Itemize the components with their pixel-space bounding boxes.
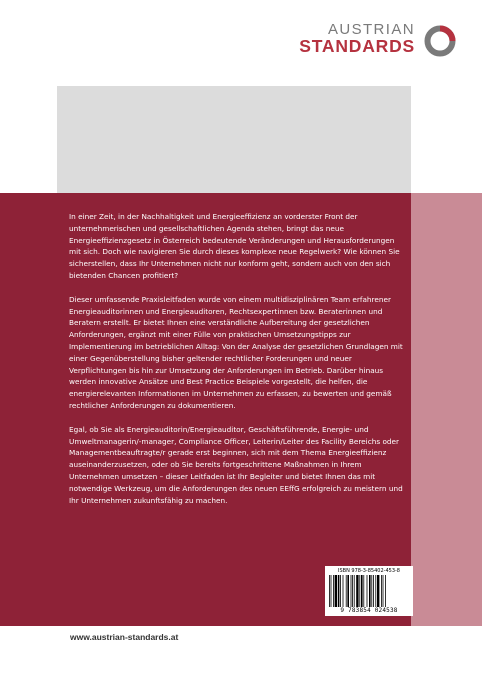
logo-ring-icon	[423, 24, 457, 58]
barcode-bar	[359, 575, 360, 607]
barcode-bar	[369, 575, 371, 607]
blurb-paragraph-1: In einer Zeit, in der Nachhaltigkeit und Energieeffizienz an vorderster Front der unternehmerischen und gesellschaftlichen Agenda stehen, bringt das neue Energieeffizienzgesetz in Österreich bedeutende Veränderungen und Herausforderungen mit sich. Doch wie navigieren Sie durch dieses komplexe neue Regelwerk? Wie können Sie sicherstellen, dass Ihr Unternehmen nicht nur konform geht, sondern auch von den sich bietenden Chancen profitiert?	[69, 212, 400, 280]
barcode-bar	[351, 575, 352, 607]
barcode-bar	[346, 575, 347, 607]
barcode-bar	[356, 575, 358, 607]
barcode-bar	[329, 575, 330, 607]
isbn-label: ISBN 978-3-85402-453-8	[338, 568, 400, 574]
barcode-bar	[340, 575, 341, 607]
barcode-bar	[338, 575, 340, 607]
barcode-bar	[383, 575, 384, 607]
barcode-bar	[371, 575, 372, 607]
barcode-bar	[377, 575, 379, 607]
blurb-paragraph-2: Dieser umfassende Praxisleitfaden wurde von einem multidisziplinären Team erfahrener Energieauditorinnen und Energieauditoren, Rechtsexpertinnen bzw. Beraterinnen und Beratern erstellt. Er bietet Ihnen eine verständliche Aufbereitung der gesetzlichen Anforderungen, ergänzt mit einer Fülle von praktischen Umsetzungstipps zur Implementierung im betrieblichen Alltag: Von der Analyse der gesetzlichen Grundlagen mit einer Gegenüberstellung bisher geltender rechtlicher Forderungen und neuer Verpflichtungen bis hin zur Umsetzung der Anforderungen im Betrieb. Darüber hinaus werden innovative Ansätze und Best Practice Beispiele vorgestellt, die helfen, die energierelevanten Informationen im Unternehmen zu erfassen, zu bewerten und gemäß rechtlicher Anforderungen zu dokumentieren.	[69, 294, 403, 410]
barcode-bar	[381, 575, 382, 607]
barcode-bar	[347, 575, 349, 607]
isbn-barcode	[325, 566, 413, 616]
barcode-bars	[329, 575, 409, 607]
barcode-bar	[367, 575, 368, 607]
barcode-bar	[331, 575, 332, 607]
cover-gray-block	[57, 86, 411, 193]
blurb-text	[69, 211, 407, 518]
barcode-bar	[375, 575, 376, 607]
barcode-bar	[373, 575, 374, 607]
barcode-bar	[335, 575, 337, 607]
side-accent-panel	[411, 193, 482, 626]
barcode-bar	[343, 575, 344, 607]
left-color-strip	[0, 193, 57, 626]
barcode-bar	[363, 575, 364, 607]
barcode-bar	[354, 575, 355, 607]
austrian-standards-logo	[300, 18, 465, 68]
blurb-paragraph-3: Egal, ob Sie als Energieauditorin/Energieauditor, Geschäftsführende, Energie- und Umweltmanagerin/-manager, Compliance Officer, Leiterin/Leiter des Facility Bereichs oder Managementbeauftragte/r gerade erst beginnen, sich mit dem Thema Energieeffizienz auseinanderzusetzen, oder ob Sie bereits fortgeschrittene Maßnahmen in Ihrem Unternehmen umsetzen – dieser Leitfaden ist Ihr Begleiter und bietet Ihnen das mit notwendige Werkzeug, um die Anforderungen des neuen EEffG erfolgreich zu meistern und Ihr Unternehmen zukunftsfähig zu machen.	[69, 424, 403, 505]
barcode-bar	[361, 575, 363, 607]
barcode-bar	[333, 575, 334, 607]
logo-text-standards: STANDARDS	[299, 36, 415, 56]
footer-website[interactable]: www.austrian-standards.at	[70, 632, 179, 642]
barcode-digits: 9 783854 024538	[340, 607, 398, 614]
logo-text-austrian: AUSTRIAN	[327, 21, 415, 38]
barcode-bar	[385, 575, 386, 607]
barcode-bar	[352, 575, 353, 607]
